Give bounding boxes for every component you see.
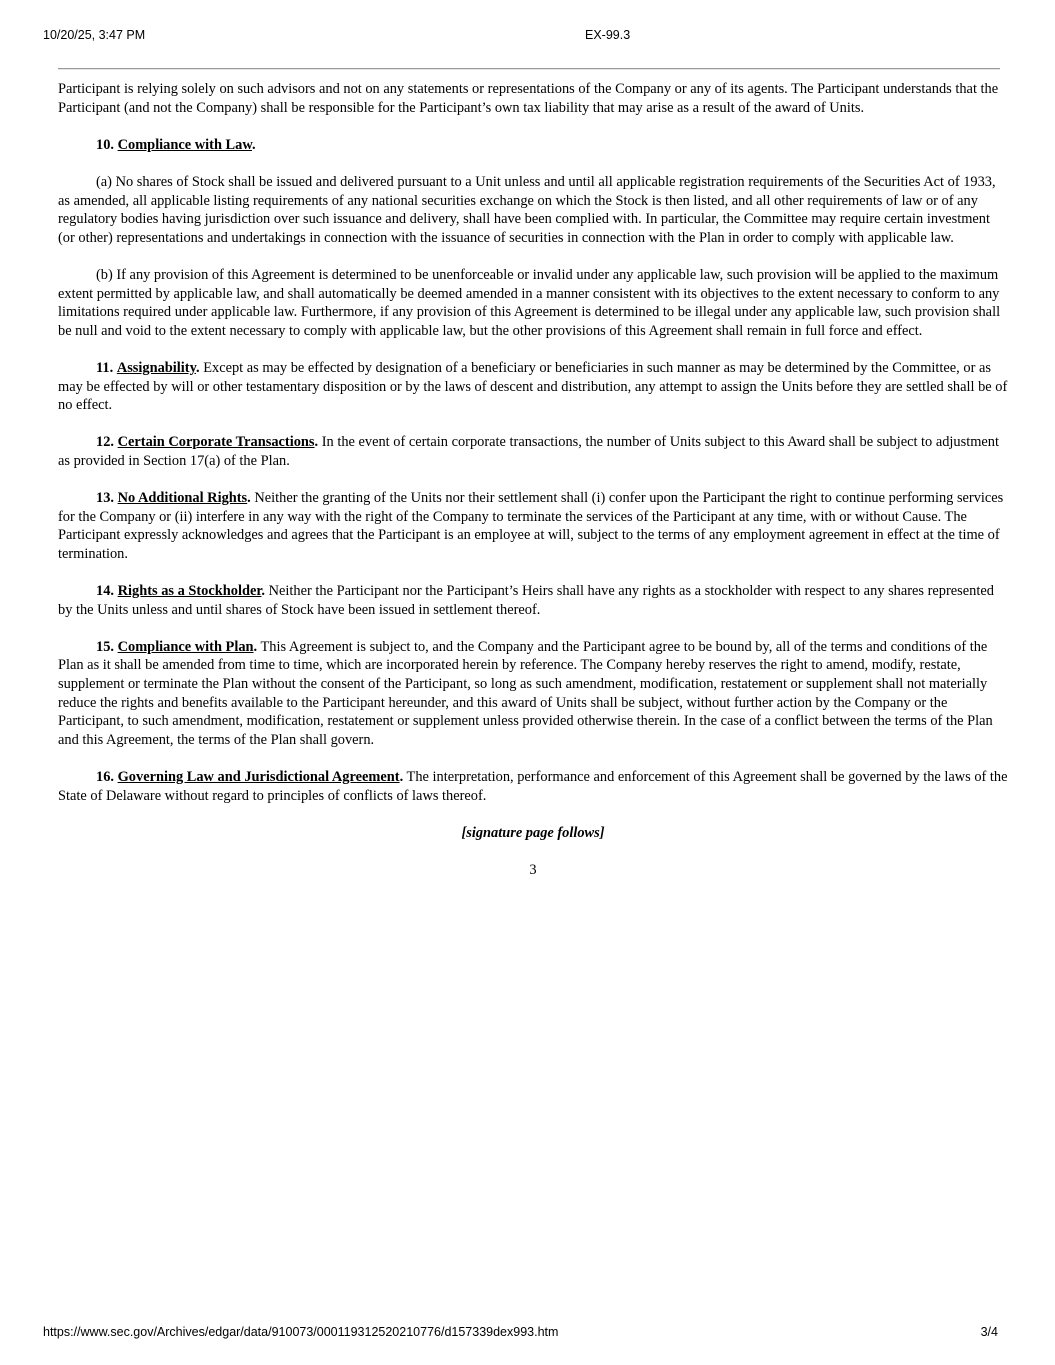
section-11-paragraph: 11. Assignability. Except as may be effected by designation of a beneficiary or beneficiaries in such manner as may be determined by the Committee, or as may be effected by will or other testamentary disposition or by the laws of descent and distribution, any attempt to assign the Units before they are settled shall be of no effect. — [58, 359, 1008, 414]
document-id: EX-99.3 — [585, 28, 631, 42]
header-divider — [58, 68, 1000, 69]
section-15-number: 15. — [96, 638, 114, 655]
document-body — [58, 80, 1008, 898]
section-13-paragraph: 13. No Additional Rights. Neither the granting of the Units nor their settlement shall (i) confer upon the Participant the right to continue performing services for the Company or (ii) interfere in any way with the right of the Company to terminate the services of the Participant at any time, with or without Cause. The Participant expressly acknowledges and agrees that the Participant is an employee at will, subject to the terms of any employment agreement in effect at the time of termination. — [58, 490, 1004, 562]
section-15-title: Compliance with Plan — [117, 638, 254, 655]
print-footer — [43, 1325, 1012, 1341]
section-16-paragraph: 16. Governing Law and Jurisdictional Agreement. The interpretation, performance and enforcement of this Agreement shall be governed by the laws of the State of Delaware without regard to principles of conflicts of laws thereof. — [58, 768, 1008, 804]
section-11-title: Assignability — [116, 359, 196, 376]
section-13-text: Neither the granting of the Units nor their settlement shall (i) confer upon the Participant the right to continue performing services for the Company or (ii) interfere in any way with the right of the Company to terminate the services of the Participant at any time, with or without Cause. The Participant expressly acknowledges and agrees that the Participant is an employee at will, subject to the terms of any employment agreement in effect at the time of termination. — [58, 490, 1004, 562]
section-14-paragraph: 14. Rights as a Stockholder. Neither the Participant nor the Participant’s Heirs shall have any rights as a stockholder with respect to any shares represented by the Units unless and until shares of Stock have been issued in settlement thereof. — [58, 583, 994, 618]
section-10-number: 10. — [96, 136, 114, 153]
section-13-title: No Additional Rights — [117, 490, 248, 507]
signature-page-note: [signature page follows] — [461, 824, 605, 841]
intro-paragraph: Participant is relying solely on such advisors and not on any statements or representations of the Company or any of its agents. The Participant understands that the Participant (and not the Company) shall be responsible for the Participant’s own tax liability that may arise as a result of the award of Units. — [58, 81, 999, 116]
section-12-title: Certain Corporate Transactions — [117, 434, 315, 451]
section-10a-paragraph: (a) No shares of Stock shall be issued and delivered pursuant to a Unit unless and until all applicable registration requirements of the Securities Act of 1933, as amended, all applicable listing requirements of any national securities exchange on which the Stock is then listed, and all other requirements of law or of any regulatory bodies having jurisdiction over such issuance and delivery, shall have been complied with. In particular, the Committee may require certain investment (or other) representations and undertakings in connection with the issuance of securities in connection with the Plan in order to comply with applicable law. — [58, 173, 996, 246]
section-13-number: 13. — [96, 490, 114, 507]
section-12-text: In the event of certain corporate transactions, the number of Units subject to this Award shall be subject to adjustment as provided in Section 17(a) of the Plan. — [58, 434, 1000, 469]
section-16-number: 16. — [96, 768, 114, 785]
section-12-paragraph: 12. Certain Corporate Transactions. In the event of certain corporate transactions, the number of Units subject to this Award shall be subject to adjustment as provided in Section 17(a) of the Plan. — [58, 434, 1000, 469]
section-11-text: Except as may be effected by designation of a beneficiary or beneficiaries in such manner as may be determined by the Committee, or as may be effected by will or other testamentary disposition or by the laws of descent and distribution, any attempt to assign the Units before they are settled shall be of no effect. — [58, 359, 1008, 414]
section-16-title: Governing Law and Jurisdictional Agreement — [117, 768, 400, 785]
section-11-number: 11. — [96, 359, 114, 376]
section-16-text: The interpretation, performance and enforcement of this Agreement shall be governed by the laws of the State of Delaware without regard to principles of conflicts of laws thereof. — [58, 768, 1008, 804]
page-number: 3 — [529, 861, 537, 878]
section-14-title: Rights as a Stockholder — [117, 583, 262, 600]
section-10b-paragraph: (b) If any provision of this Agreement is determined to be unenforceable or invalid under any applicable law, such provision will be applied to the maximum extent permitted by applicable law, and shall automatically be deemed amended in a manner consistent with its objectives to the extent necessary to conform to any limitations required under applicable law. Furthermore, if any provision of this Agreement is determined to be illegal under any applicable law, such provision shall be null and void to the extent necessary to comply with applicable law, but the other provisions of this Agreement shall remain in full force and effect. — [58, 266, 1001, 339]
print-header — [43, 28, 1012, 44]
section-10-heading: 10. Compliance with Law. — [96, 136, 256, 153]
print-datetime: 10/20/25, 3:47 PM — [43, 28, 146, 42]
section-15-text: This Agreement is subject to, and the Company and the Participant agree to be bound by, all of the terms and conditions of the Plan as it shall be amended from time to time, which are incorporated herein by reference. The Company hereby reserves the right to amend, modify, restate, supplement or terminate the Plan without the consent of the Participant, so long as such amendment, modification, restatement or supplement shall not materially reduce the rights and benefits available to the Participant hereunder, and this award of Units shall be subject, without further action by the Company or the Participant, to such amendment, modification, restatement or supplement unless provided otherwise therein. In the case of a conflict between the terms of the Plan and this Agreement, the terms of the Plan shall govern. — [58, 638, 993, 748]
section-14-text: Neither the Participant nor the Participant’s Heirs shall have any rights as a stockholder with respect to any shares represented by the Units unless and until shares of Stock have been issued in settlement thereof. — [58, 583, 994, 618]
section-14-number: 14. — [96, 583, 114, 600]
section-15-paragraph: 15. Compliance with Plan. This Agreement is subject to, and the Company and the Participant agree to be bound by, all of the terms and conditions of the Plan as it shall be amended from time to time, which are incorporated herein by reference. The Company hereby reserves the right to amend, modify, restate, supplement or terminate the Plan without the consent of the Participant, so long as such amendment, modification, restatement or supplement shall not materially reduce the rights and benefits available to the Participant hereunder, and this award of Units shall be subject, without further action by the Company or the Participant, to such amendment, modification, restatement or supplement unless provided otherwise therein. In the case of a conflict between the terms of the Plan and this Agreement, the terms of the Plan shall govern. — [58, 638, 993, 748]
section-12-number: 12. — [96, 434, 114, 451]
section-10-title: Compliance with Law — [117, 136, 252, 153]
page-count: 3/4 — [980, 1325, 998, 1339]
source-url[interactable]: https://www.sec.gov/Archives/edgar/data/910073/000119312520210776/d157339dex993.htm — [43, 1325, 559, 1339]
